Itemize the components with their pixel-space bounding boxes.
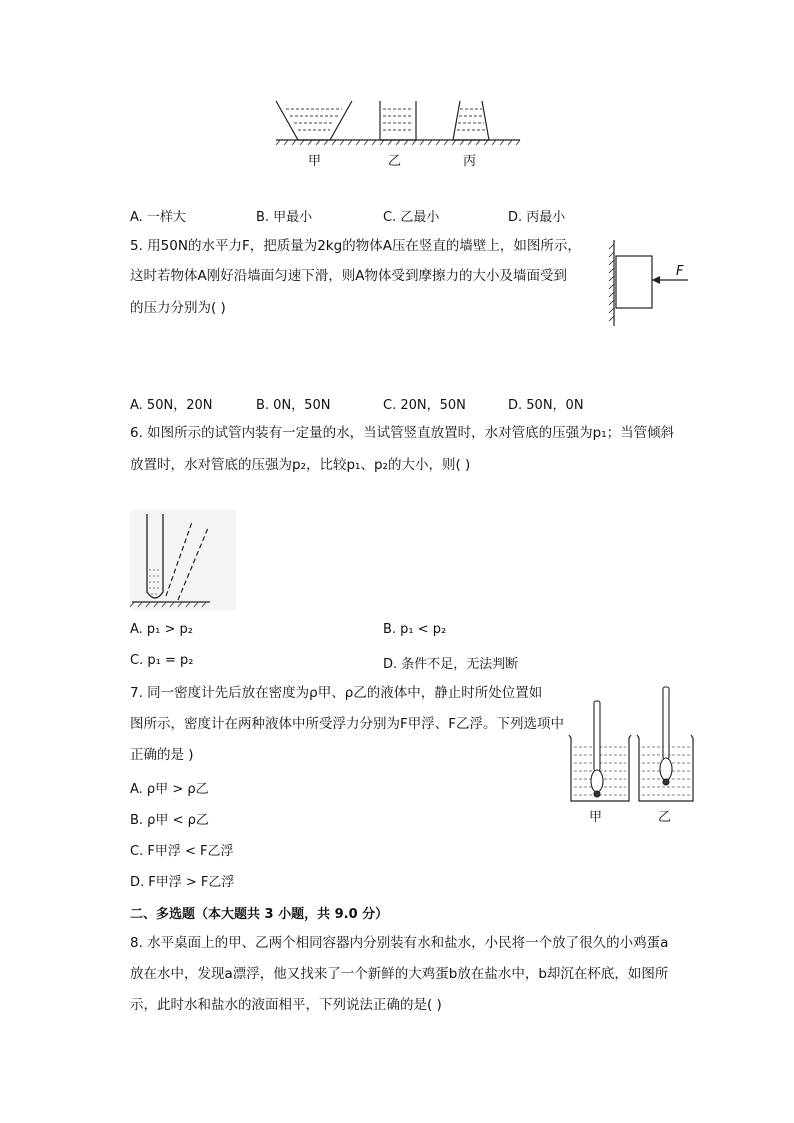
q7-text-line: 7. 同一密度计先后放在密度为ρ甲、ρ乙的液体中，静止时所处位置如 [130,685,543,701]
q7-option-c[interactable]: C. F甲浮 < F乙浮 [130,844,234,859]
q7-text-line: 正确的是 ) [130,747,194,763]
force-label: F [676,264,684,279]
hydrometer-figure [565,683,695,828]
q6-option-b[interactable]: B. p₁ < p₂ [383,622,447,637]
container-label: 甲 [308,154,322,169]
container-label: 乙 [388,154,402,169]
q7-option-b[interactable]: B. ρ甲 < ρ乙 [130,813,209,828]
q5-text-line: 5. 用50N的水平力F，把质量为2kg的物体A压在竖直的墙壁上，如图所示， [130,238,581,254]
container-label: 丙 [463,154,477,169]
q5-text-line: 的压力分别为( ) [130,300,226,316]
q6-text-line: 6. 如图所示的试管内装有一定量的水，当试管竖直放置时，水对管底的压强为p₁；当管倾斜 [130,425,675,441]
q4-option-d[interactable]: D. 丙最小 [508,210,566,225]
containers-figure [270,95,530,175]
q8-text-line: 8. 水平桌面上的甲、乙两个相同容器内分别装有水和盐水，小民将一个放了很久的小鸡蛋a [130,935,669,951]
section-title: 二、多选题（本大题共 3 小题，共 9.0 分） [130,907,389,922]
q6-option-d[interactable]: D. 条件不足，无法判断 [383,657,519,672]
q5-option-d[interactable]: D. 50N，0N [508,398,584,413]
q5-option-b[interactable]: B. 0N，50N [256,398,331,413]
q5-option-a[interactable]: A. 50N，20N [130,398,213,413]
q6-option-a[interactable]: A. p₁ > p₂ [130,622,194,637]
q4-option-b[interactable]: B. 甲最小 [256,210,313,225]
q5-text-line: 这时若物体A刚好沿墙面匀速下滑，则A物体受到摩擦力的大小及墙面受到 [130,268,567,284]
q5-option-c[interactable]: C. 20N，50N [383,398,466,413]
wall-force-figure [606,238,696,328]
q4-option-a[interactable]: A. 一样大 [130,210,186,225]
q7-text-line: 图所示，密度计在两种液体中所受浮力分别为F甲浮、F乙浮。下列选项中 [130,716,565,732]
q4-option-c[interactable]: C. 乙最小 [383,210,440,225]
test-tube-figure [130,510,236,610]
beaker-label: 乙 [658,810,672,825]
q8-text-line: 放在水中，发现a漂浮，他又找来了一个新鲜的大鸡蛋b放在盐水中，b却沉在杯底，如图所 [130,966,669,982]
q8-text-line: 示，此时水和盐水的液面相平，下列说法正确的是( ) [130,997,442,1013]
beaker-label: 甲 [589,810,603,825]
q7-option-a[interactable]: A. ρ甲 > ρ乙 [130,782,209,797]
q7-option-d[interactable]: D. F甲浮 > F乙浮 [130,875,235,890]
q6-text-line: 放置时，水对管底的压强为p₂，比较p₁、p₂的大小，则( ) [130,457,471,473]
q6-option-c[interactable]: C. p₁ = p₂ [130,653,194,668]
